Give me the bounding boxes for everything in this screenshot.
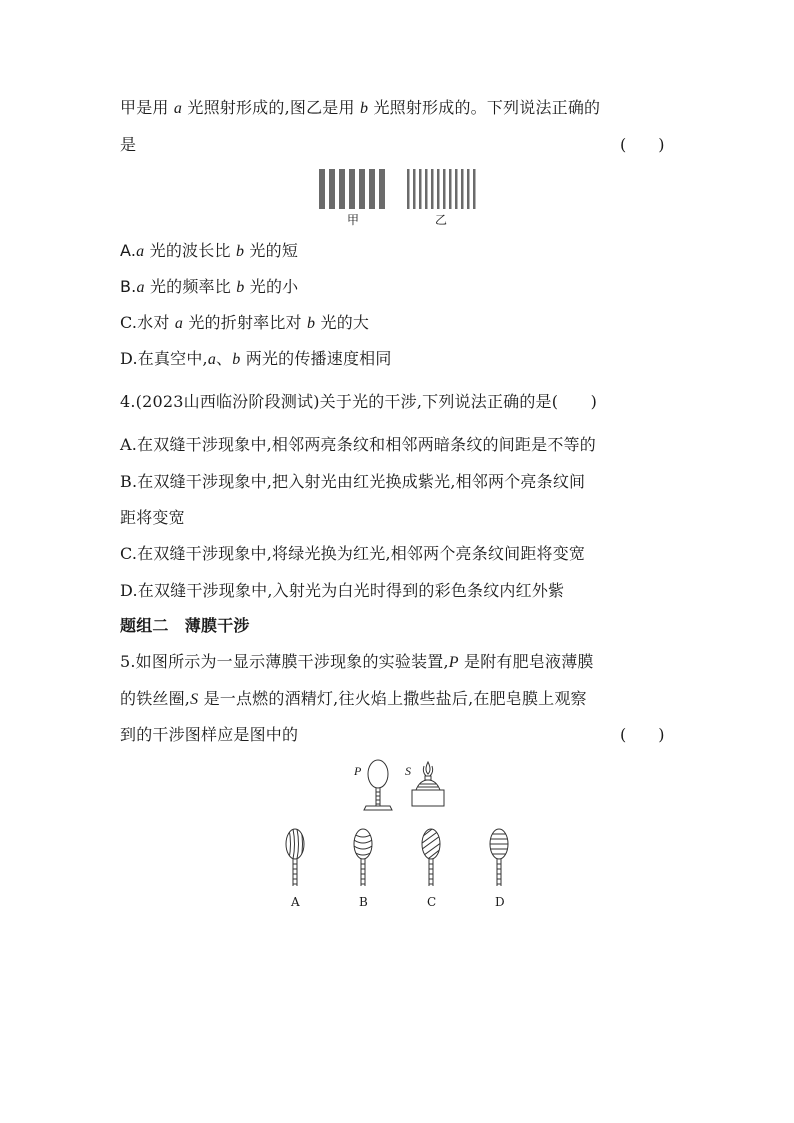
choice-c-film — [418, 826, 442, 886]
q3-answer-bracket: ( ) — [620, 135, 665, 154]
q3-option-d: D.在真空中,a、b 两光的传播速度相同 — [120, 349, 392, 368]
q4-option-c: C.在双缝干涉现象中,将绿光换为红光,相邻两个亮条纹间距将变宽 — [120, 544, 586, 563]
q5-stem-line2: 的铁丝圈,S 是一点燃的酒精灯,往火焰上撒些盐后,在肥皂膜上观察 — [120, 689, 587, 708]
q3-option-c: C.水对 a 光的折射率比对 b 光的大 — [120, 313, 370, 332]
fringe-jia — [319, 169, 385, 209]
q4-option-a: A.在双缝干涉现象中,相邻两亮条纹和相邻两暗条纹的间距是不等的 — [120, 435, 596, 454]
q3-stem-line1: 甲是用 a 光照射形成的,图乙是用 b 光照射形成的。下列说法正确的 — [120, 98, 601, 117]
q3-option-b: B.a 光的频率比 b 光的小 — [120, 277, 299, 296]
fig-label-jia: 甲 — [347, 213, 360, 227]
q3-stem-line2: 是 — [120, 135, 137, 154]
fringe-yi — [407, 169, 476, 209]
q5-stem-line3: 到的干涉图样应是图中的 — [120, 725, 299, 744]
q3-fringe-figure — [315, 167, 485, 215]
section-title: 题组二 薄膜干涉 — [120, 616, 250, 635]
fig-label-yi: 乙 — [435, 213, 448, 227]
fig-label-s: S — [405, 764, 411, 778]
q4-option-d: D.在双缝干涉现象中,入射光为白光时得到的彩色条纹内红外紫 — [120, 581, 565, 600]
q3-option-a: A.a 光的波长比 b 光的短 — [120, 241, 299, 260]
alcohol-lamp-s — [412, 762, 444, 806]
wire-ring-p — [364, 760, 392, 810]
choice-label-c: C — [427, 895, 437, 909]
choice-label-a: A — [291, 895, 300, 909]
choice-d-film — [489, 829, 509, 886]
choice-a-film — [286, 829, 304, 886]
choice-label-b: B — [359, 895, 368, 909]
q4-stem: 4.(2023山西临汾阶段测试)关于光的干涉,下列说法正确的是( ) — [120, 392, 598, 411]
choice-label-d: D — [495, 895, 505, 909]
q4-option-b-line1: B.在双缝干涉现象中,把入射光由红光换成紫光,相邻两个亮条纹间 — [120, 472, 586, 491]
q5-answer-bracket: ( ) — [620, 725, 665, 744]
fig-label-p: P — [354, 764, 362, 778]
q5-stem-line1: 5.如图所示为一显示薄膜干涉现象的实验装置,P 是附有肥皂液薄膜 — [120, 652, 594, 671]
q5-choices-figure — [270, 826, 530, 894]
q4-option-b-line2: 距将变宽 — [120, 508, 185, 527]
choice-b-film — [354, 829, 372, 886]
